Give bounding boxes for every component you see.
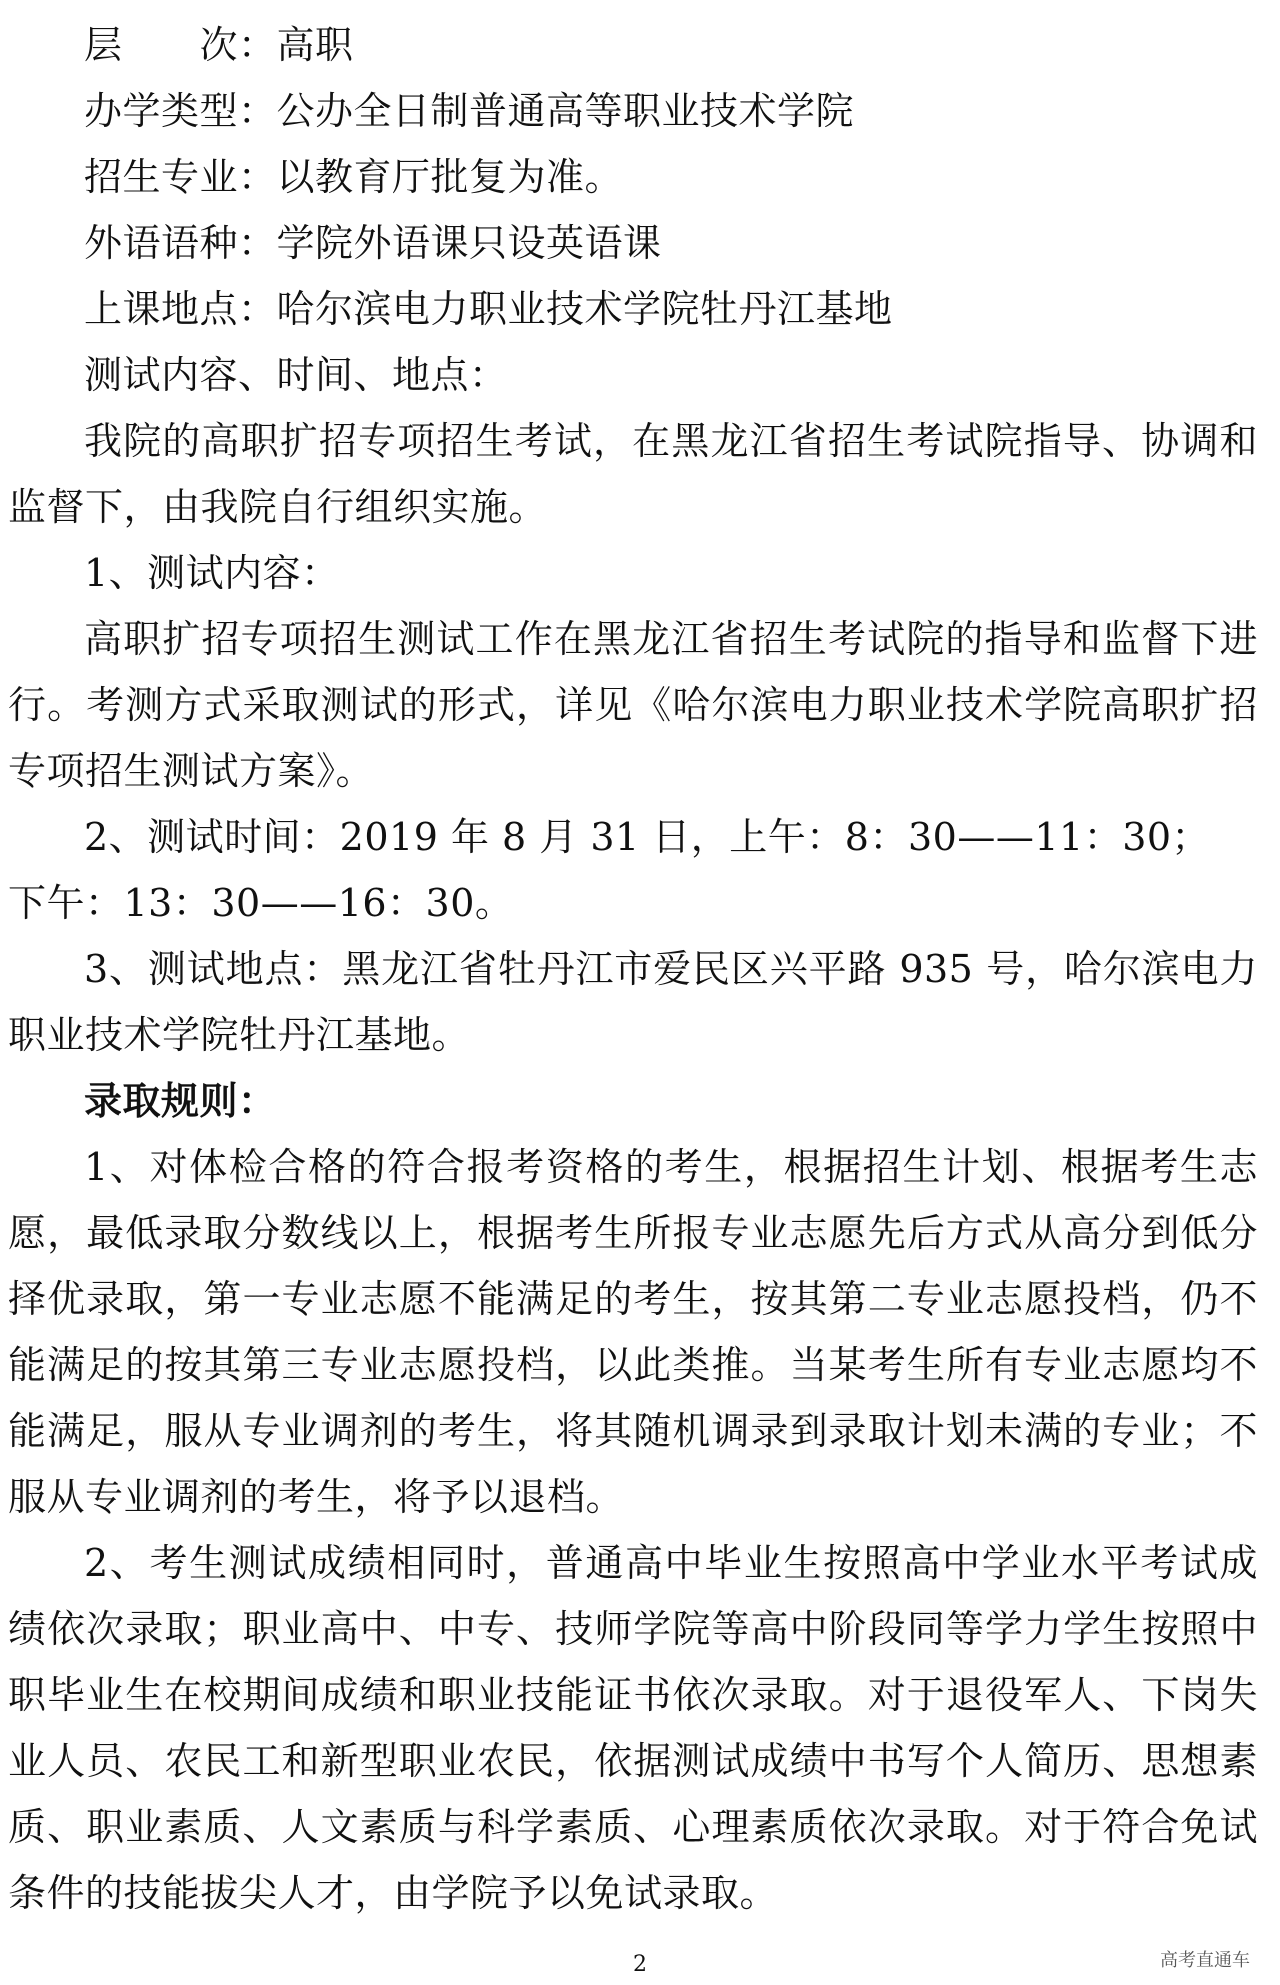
test-location: 3、测试地点：黑龙江省牡丹江市爱民区兴平路 935 号，哈尔滨电力职业技术学院牡丹江基地。	[8, 947, 1258, 1057]
admission-rule-1: 1、对体检合格的符合报考资格的考生，根据招生计划、根据考生志愿，最低录取分数线以上，根据考生所报专业志愿先后方式从高分到低分择优录取，第一专业志愿不能满足的考生，按其第二专业志愿投档，仍不能满足的按其第三专业志愿投档，以此类推。当某考生所有专业志愿均不能满足，服从专业调剂的考生，将其随机调录到录取计划未满的专业；不服从专业调剂的考生，将予以退档。	[8, 1145, 1258, 1519]
field-label: 上课地点：	[84, 287, 277, 331]
field-value: 学院外语课只设英语课	[276, 221, 662, 265]
admission-heading: 录取规则：	[84, 1078, 277, 1123]
field-foreign-language	[8, 210, 1258, 276]
field-value: 哈尔滨电力职业技术学院牡丹江基地	[276, 287, 893, 331]
field-value: 以教育厅批复为准。	[276, 155, 624, 199]
test-section-heading: 测试内容、时间、地点：	[84, 353, 508, 397]
field-label: 层 次：	[84, 23, 277, 67]
test-time-line1: 2、测试时间：2019 年 8 月 31 日，上午：8：30——11：30；	[84, 815, 1211, 859]
field-school-type	[8, 78, 1258, 144]
field-label: 外语语种：	[84, 221, 277, 265]
field-label: 办学类型：	[84, 89, 277, 133]
field-class-location	[8, 276, 1258, 342]
test-content-heading: 1、测试内容：	[84, 551, 340, 595]
field-majors	[8, 144, 1258, 210]
test-section-intro: 我院的高职扩招专项招生考试，在黑龙江省招生考试院指导、协调和监督下，由我院自行组织实施。	[8, 419, 1258, 529]
document-body	[8, 12, 1258, 1926]
test-content-body: 高职扩招专项招生测试工作在黑龙江省招生考试院的指导和监督下进行。考测方式采取测试的形式，详见《哈尔滨电力职业技术学院高职扩招专项招生测试方案》。	[8, 617, 1258, 793]
watermark-text: 高考直通车	[1160, 1950, 1250, 1971]
field-level	[8, 12, 1258, 78]
page-number: 2	[633, 1952, 647, 1977]
field-value: 高职	[276, 23, 354, 67]
field-label: 招生专业：	[84, 155, 277, 199]
admission-rule-2: 2、考生测试成绩相同时，普通高中毕业生按照高中学业水平考试成绩依次录取；职业高中、中专、技师学院等高中阶段同等学力学生按照中职毕业生在校期间成绩和职业技能证书依次录取。对于退役军人、下岗失业人员、农民工和新型职业农民，依据测试成绩中书写个人简历、思想素质、职业素质、人文素质与科学素质、心理素质依次录取。对于符合免试条件的技能拔尖人才，由学院予以免试录取。	[8, 1541, 1258, 1915]
test-time-line2: 下午：13：30——16：30。	[8, 881, 514, 925]
field-value: 公办全日制普通高等职业技术学院	[276, 89, 855, 133]
